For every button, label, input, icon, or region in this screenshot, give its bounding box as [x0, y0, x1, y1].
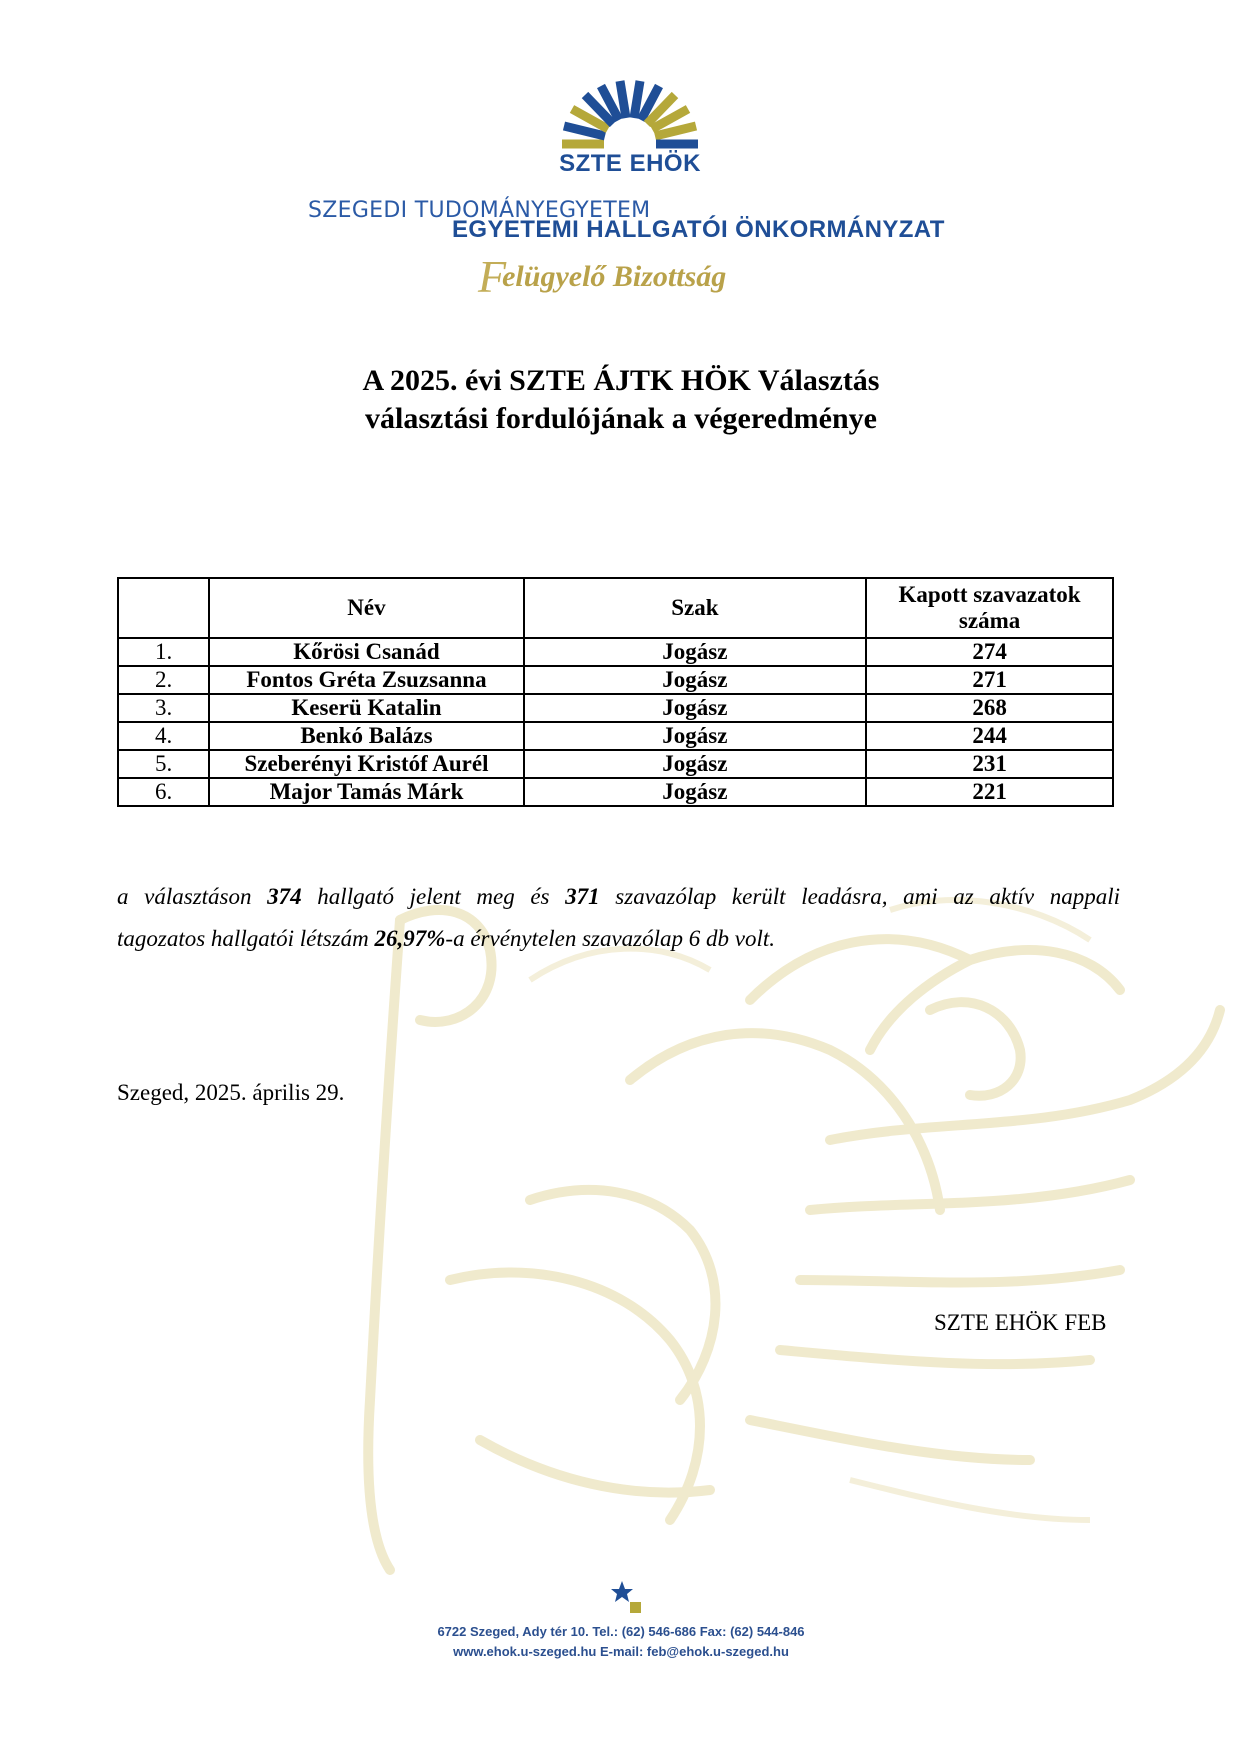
star-logo-icon	[610, 1580, 646, 1616]
cell-votes: 271	[866, 666, 1113, 694]
cell-votes: 274	[866, 638, 1113, 666]
cell-votes: 268	[866, 694, 1113, 722]
summary-text: a választáson	[117, 884, 268, 909]
ballots-count: 371	[565, 884, 600, 909]
table-row	[118, 666, 1113, 694]
signature: SZTE EHÖK FEB	[934, 1310, 1107, 1335]
header-name: Név	[209, 578, 523, 638]
table-header-row	[118, 578, 1113, 638]
table-row	[118, 694, 1113, 722]
university-name: SZEGEDI TUDOMÁNYEGYETEM	[308, 198, 651, 223]
table-row	[118, 778, 1113, 806]
header-votes: Kapott szavazatok száma	[866, 578, 1113, 638]
cell-num: 6.	[118, 778, 209, 806]
footer-contact: www.ehok.u-szeged.hu E-mail: feb@ehok.u-szeged.hu	[453, 1644, 789, 1659]
cell-major: Jogász	[524, 778, 867, 806]
results-table	[117, 577, 1114, 807]
cell-num: 2.	[118, 666, 209, 694]
summary-line-2	[117, 926, 775, 951]
summary-paragraph	[117, 876, 1120, 960]
summary-text: szavazólap került leadásra, ami az aktív nappali	[599, 884, 1120, 909]
header-major: Szak	[524, 578, 867, 638]
voters-count: 374	[267, 884, 302, 909]
cell-votes: 231	[866, 750, 1113, 778]
document-title	[0, 362, 1242, 438]
table-row	[118, 722, 1113, 750]
committee-initial: F	[478, 251, 507, 302]
summary-text: hallgató jelent meg és	[301, 884, 566, 909]
cell-votes: 221	[866, 778, 1113, 806]
summary-text: tagozatos hallgatói létszám	[117, 926, 375, 951]
cell-num: 1.	[118, 638, 209, 666]
cell-num: 4.	[118, 722, 209, 750]
header-num	[118, 578, 209, 638]
title-line-2: választási fordulójának a végeredménye	[365, 402, 877, 435]
footer-address: 6722 Szeged, Ady tér 10. Tel.: (62) 546-686 Fax: (62) 544-846	[437, 1624, 805, 1639]
griffin-watermark	[330, 880, 1230, 1580]
title-line-1: A 2025. évi SZTE ÁJTK HÖK Választás	[362, 364, 880, 397]
cell-major: Jogász	[524, 750, 867, 778]
organization-name: EGYETEMI HALLGATÓI ÖNKORMÁNYZAT	[452, 216, 945, 243]
cell-name: Kőrösi Csanád	[209, 638, 523, 666]
table-row	[118, 750, 1113, 778]
summary-line-1	[117, 876, 1120, 918]
cell-major: Jogász	[524, 722, 867, 750]
cell-name: Major Tamás Márk	[209, 778, 523, 806]
cell-name: Benkó Balázs	[209, 722, 523, 750]
committee-rest: elügyelő Bizottság	[502, 260, 727, 293]
cell-num: 5.	[118, 750, 209, 778]
summary-text: -a érvénytelen szavazólap 6 db volt.	[445, 926, 776, 951]
cell-name: Fontos Gréta Zsuzsanna	[209, 666, 523, 694]
cell-name: Keserü Katalin	[209, 694, 523, 722]
cell-major: Jogász	[524, 666, 867, 694]
turnout-percent: 26,97%	[374, 926, 446, 951]
cell-name: Szeberényi Kristóf Aurél	[209, 750, 523, 778]
cell-num: 3.	[118, 694, 209, 722]
committee-name	[478, 250, 726, 303]
cell-votes: 244	[866, 722, 1113, 750]
szte-ehok-logo-icon	[555, 72, 705, 150]
place-date: Szeged, 2025. április 29.	[117, 1080, 345, 1105]
cell-major: Jogász	[524, 638, 867, 666]
cell-major: Jogász	[524, 694, 867, 722]
table-row	[118, 638, 1113, 666]
logo-text: SZTE EHÖK	[559, 150, 701, 177]
